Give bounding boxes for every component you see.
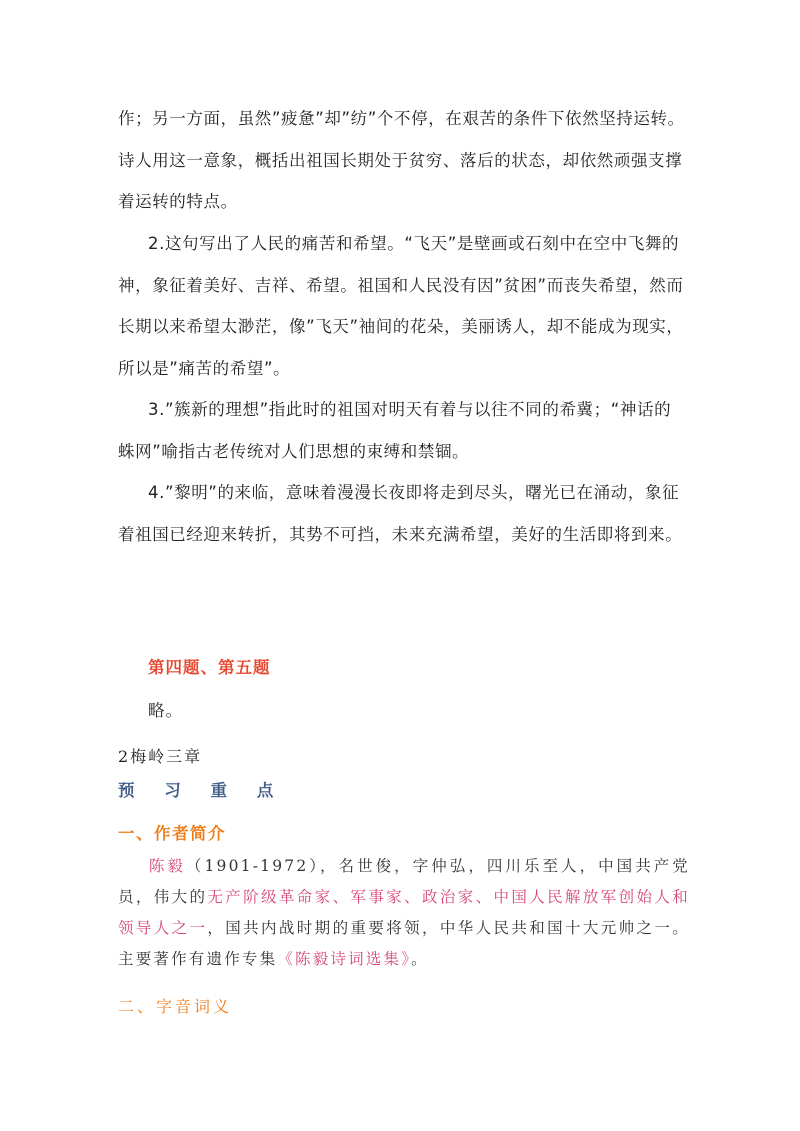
question-4-5-heading: 第四题、第五题 <box>148 658 271 677</box>
answer-paragraph-2: 2.这句写出了人民的痛苦和希望。“飞天”是壁画或石刻中在空中飞舞的神，象征着美好、吉祥、希望。祖国和人民没有因”贫困”而丧失希望，然而长期以来希望太渺茫，像”飞天”袖间的花朵，美丽诱人，却不能成为现实，所以是”痛苦的希望”。 <box>118 234 684 378</box>
lesson-title: 2梅岭三章 <box>118 747 203 766</box>
answer-paragraph-4: 4.”黎明”的来临，意味着漫漫长夜即将走到尽头，曙光已在涌动，象征着祖国已经迎来转折，其势不可挡，未来充满希望，美好的生活即将到来。 <box>118 483 683 544</box>
question-4-5-answer: 略。 <box>148 701 183 720</box>
answer-paragraph-1-continuation: 作；另一方面，虽然”疲惫”却”纺”个不停，在艰苦的条件下依然坚持运转。诗人用这一意象，概括出祖国长期处于贫穷、落后的状态，却依然顽强支撑着运转的特点。 <box>118 109 685 211</box>
author-name: 陈毅 <box>148 857 186 875</box>
answer-paragraph-3: 3.”簇新的理想”指此时的祖国对明天有着与以往不同的希冀；“神话的蛛网”喻指古老传统对人们思想的束缚和禁锢。 <box>118 400 672 461</box>
section-vocab-heading: 二、字音词义 <box>118 997 233 1016</box>
section-author-heading: 一、作者简介 <box>118 824 226 843</box>
preview-heading: 预 习 重 点 <box>118 781 286 800</box>
author-intro-paragraph <box>118 851 690 975</box>
author-bio-text: （1901-1972），名世俊，字仲弘，四川乐至人，中国共产党员，伟大的 <box>118 857 690 906</box>
author-roles-highlight: 无产阶级革命家、军事家、政治家、中国人民解放军创始人和领导人之一 <box>118 888 690 937</box>
author-bio-end: 。 <box>411 950 429 968</box>
author-works-highlight: 《陈毅诗词选集》 <box>277 950 412 968</box>
author-bio-text-2: ，国共内战时期的重要将领，中华人民共和国十大元帅之一。主要著作有遗作专集 <box>118 919 690 968</box>
